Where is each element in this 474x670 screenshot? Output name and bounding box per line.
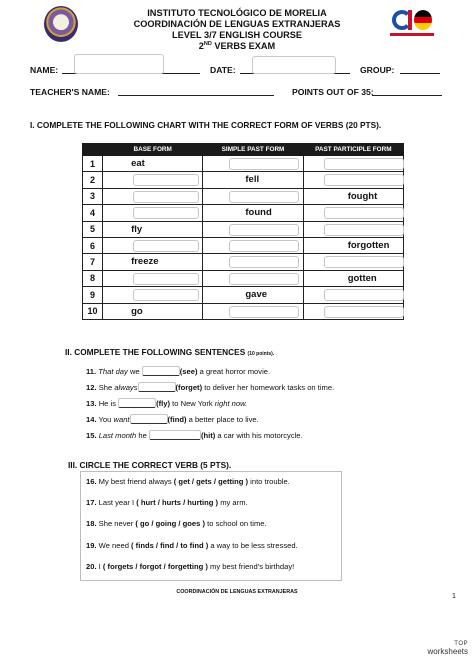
cell-past [203, 172, 303, 188]
row-number: 10 [83, 303, 103, 319]
verb-answer-input[interactable] [324, 306, 404, 318]
points-label: POINTS OUT OF 35: [292, 87, 374, 97]
row-number: 2 [83, 172, 103, 188]
cell-base [103, 172, 203, 188]
verb-options-18[interactable]: ( go / going / goes ) [135, 519, 206, 528]
given-verb: fly [131, 223, 143, 235]
group-input[interactable] [400, 73, 440, 74]
chart-row [83, 205, 404, 221]
row-number: 9 [83, 287, 103, 303]
department-name: COORDINACIÓN DE LENGUAS EXTRANJERAS [133, 19, 341, 29]
date-input[interactable] [252, 56, 336, 74]
cell-base [103, 237, 203, 253]
chart-row [83, 188, 404, 204]
chart-row [83, 303, 404, 319]
teacher-label: TEACHER'S NAME: [30, 87, 110, 97]
cell-past [203, 270, 303, 286]
cell-base [103, 156, 203, 172]
verb-answer-input[interactable] [133, 273, 199, 285]
chart-header-base: BASE FORM [103, 144, 203, 156]
verb-answer-input[interactable] [324, 224, 404, 236]
cell-base [103, 221, 203, 237]
verb-answer-input[interactable] [229, 273, 299, 285]
cell-participle [303, 254, 403, 270]
row-number: 8 [83, 270, 103, 286]
points-input[interactable] [372, 95, 442, 96]
group-label: GROUP: [360, 65, 395, 75]
sentence-15: 15. Last month he (hit) a car with his motorcycle. [86, 431, 303, 440]
chart-row [83, 254, 404, 270]
verb-options-17[interactable]: ( hurt / hurts / hurting ) [136, 498, 219, 507]
institute-name: INSTITUTO TECNOLÓGICO DE MORELIA [147, 8, 327, 18]
cell-base [103, 270, 203, 286]
sentence-19: 19. We need ( finds / find / to find ) a way to be less stressed. [86, 541, 298, 550]
verb-answer-input[interactable] [229, 158, 299, 170]
cell-past [203, 205, 303, 221]
answer-blank-14[interactable] [130, 414, 168, 424]
sentence-20: 20. I ( forgets / forgot / forgetting ) my best friend's birthday! [86, 562, 295, 571]
cell-participle [303, 156, 403, 172]
verb-chart [82, 143, 404, 320]
name-input[interactable] [74, 54, 164, 74]
row-number: 3 [83, 188, 103, 204]
cell-participle [303, 287, 403, 303]
cell-participle [303, 172, 403, 188]
cell-base [103, 254, 203, 270]
verb-answer-input[interactable] [324, 289, 404, 301]
sentence-17: 17. Last year I ( hurt / hurts / hurting ) my arm. [86, 498, 248, 507]
row-number: 5 [83, 221, 103, 237]
teacher-input[interactable] [118, 95, 274, 96]
cell-past [203, 156, 303, 172]
cell-participle [303, 237, 403, 253]
chart-row [83, 237, 404, 253]
section2-title: II. COMPLETE THE FOLLOWING SENTENCES (10 points). [65, 347, 275, 357]
chart-header-past: SIMPLE PAST FORM [203, 144, 303, 156]
verb-answer-input[interactable] [229, 256, 299, 268]
cell-base [103, 205, 203, 221]
answer-blank-13[interactable] [118, 398, 156, 408]
verb-answer-input[interactable] [324, 158, 404, 170]
verb-options-16[interactable]: ( get / gets / getting ) [173, 477, 249, 486]
verb-answer-input[interactable] [229, 224, 299, 236]
given-verb: forgotten [347, 239, 390, 251]
answer-blank-12[interactable] [138, 382, 176, 392]
cell-participle [303, 303, 403, 319]
row-number: 6 [83, 237, 103, 253]
sentence-14: 14. You want (find) a better place to live. [86, 415, 259, 424]
cell-base [103, 303, 203, 319]
given-verb: found [245, 207, 272, 219]
topworksheets-logo: TOP worksheets [427, 641, 468, 656]
chart-row [83, 270, 404, 286]
given-verb: gave [245, 289, 268, 301]
verb-answer-input[interactable] [133, 174, 199, 186]
chart-header-num [83, 144, 103, 156]
given-verb: go [131, 305, 143, 317]
chart-header-participle: PAST PARTICIPLE FORM [303, 144, 403, 156]
cell-past [203, 188, 303, 204]
chart-row [83, 172, 404, 188]
page-number: 1 [452, 593, 456, 600]
verb-answer-input[interactable] [133, 191, 199, 203]
cell-past [203, 221, 303, 237]
course-level: LEVEL 3/7 ENGLISH COURSE [171, 30, 302, 40]
sentence-13: 13. He is (fly) to New York right now. [86, 399, 248, 408]
cell-base [103, 287, 203, 303]
sentence-12: 12. She always (forget) to deliver her homework tasks on time. [86, 383, 335, 392]
answer-blank-11[interactable] [142, 366, 180, 376]
name-label: NAME: [30, 65, 59, 75]
section1-title: I. COMPLETE THE FOLLOWING CHART WITH THE CORRECT FORM OF VERBS (20 PTS). [30, 120, 382, 130]
row-number: 1 [83, 156, 103, 172]
chart-row [83, 221, 404, 237]
sentence-11: 11. That day we (see) a great horror movie. [86, 367, 271, 376]
verb-options-20[interactable]: ( forgets / forgot / forgetting ) [102, 562, 208, 571]
given-verb: eat [131, 158, 145, 169]
cell-past [203, 303, 303, 319]
exam-title: 2ND VERBS EXAM [198, 41, 276, 52]
cell-participle [303, 221, 403, 237]
verb-options-19[interactable]: ( finds / find / to find ) [131, 541, 209, 550]
section3-title: III. CIRCLE THE CORRECT VERB (5 PTS). [68, 460, 232, 470]
verb-answer-input[interactable] [324, 207, 404, 219]
verb-answer-input[interactable] [324, 256, 404, 268]
given-verb: fell [245, 174, 260, 186]
chart-row [83, 156, 404, 172]
given-verb: gotten [347, 272, 377, 284]
cell-past [203, 237, 303, 253]
verb-answer-input[interactable] [229, 240, 299, 252]
sentence-18: 18. She never ( go / going / goes ) to school on time. [86, 519, 267, 528]
cell-participle [303, 270, 403, 286]
cell-base [103, 188, 203, 204]
row-number: 7 [83, 254, 103, 270]
row-number: 4 [83, 205, 103, 221]
verb-answer-input[interactable] [229, 306, 299, 318]
verb-answer-input[interactable] [324, 174, 404, 186]
chart-row [83, 287, 404, 303]
given-verb: fought [347, 190, 378, 202]
verb-answer-input[interactable] [133, 289, 199, 301]
cell-participle [303, 205, 403, 221]
given-verb: freeze [131, 256, 159, 268]
sentence-16: 16. My best friend always ( get / gets / getting ) into trouble. [86, 477, 290, 486]
answer-blank-15[interactable] [149, 430, 201, 440]
verb-answer-input[interactable] [133, 207, 199, 219]
date-label: DATE: [210, 65, 236, 75]
verb-answer-input[interactable] [229, 191, 299, 203]
footer-coordination: COORDINACIÓN DE LENGUAS EXTRANJERAS [176, 589, 298, 595]
cell-past [203, 254, 303, 270]
cell-participle [303, 188, 403, 204]
verb-answer-input[interactable] [133, 240, 199, 252]
cell-past [203, 287, 303, 303]
